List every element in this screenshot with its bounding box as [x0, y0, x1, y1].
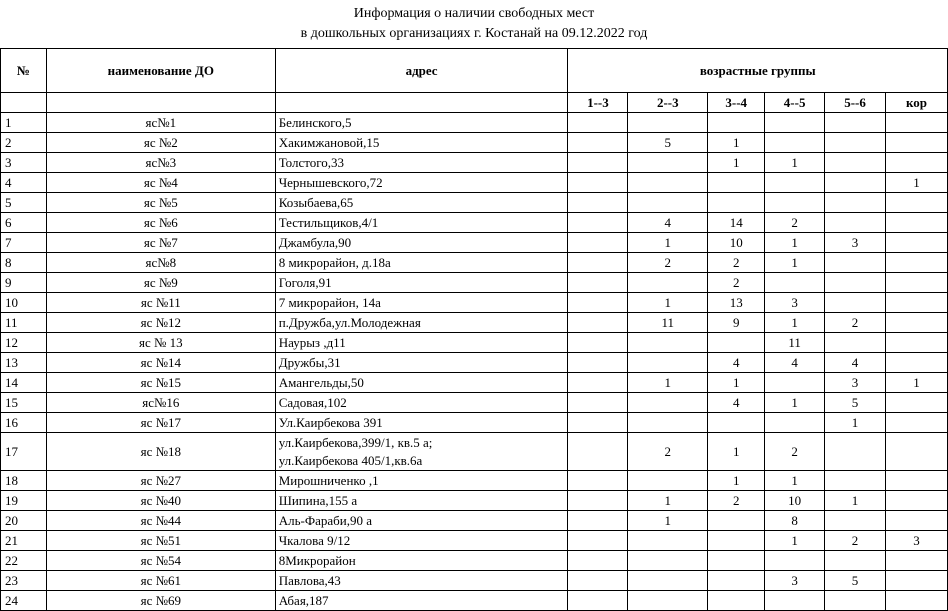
cell-age-1-3[interactable]	[568, 531, 628, 551]
cell-age-5-6[interactable]	[825, 213, 886, 233]
table-row	[1, 173, 948, 193]
cell-age-2-3[interactable]: 1	[628, 293, 708, 313]
cell-age-1-3[interactable]	[568, 113, 628, 133]
cell-age-kor[interactable]	[886, 253, 948, 273]
cell-age-kor[interactable]	[886, 153, 948, 173]
org-address[interactable]	[275, 193, 568, 213]
address-line: Козыбаева,65	[278, 194, 354, 210]
cell-age-3-4[interactable]: 14	[708, 213, 765, 233]
cell-age-4-5[interactable]: 8	[765, 511, 825, 531]
table-row	[1, 353, 948, 373]
address-line: ул.Каирбекова,399/1, кв.5 а;	[278, 434, 433, 450]
cell-age-kor[interactable]	[886, 353, 948, 373]
cell-age-5-6[interactable]	[825, 433, 886, 471]
table-row	[1, 133, 948, 153]
org-address[interactable]	[275, 353, 568, 373]
address-line: п.Дружба,ул.Молодежная	[278, 314, 421, 330]
cell-age-kor[interactable]	[886, 273, 948, 293]
cell-age-1-3[interactable]	[568, 293, 628, 313]
cell-age-3-4[interactable]: 2	[708, 273, 765, 293]
org-name[interactable]: яс №7	[46, 233, 275, 253]
cell-age-kor[interactable]	[886, 293, 948, 313]
cell-age-1-3[interactable]	[568, 273, 628, 293]
header-age-1-3: 1--3	[568, 93, 628, 113]
cell-age-4-5[interactable]: 1	[765, 393, 825, 413]
cell-age-5-6[interactable]	[825, 253, 886, 273]
cell-age-4-5[interactable]	[765, 133, 825, 153]
cell-age-1-3[interactable]	[568, 133, 628, 153]
address-line: Чкалова 9/12	[278, 532, 351, 548]
org-address[interactable]	[275, 433, 568, 471]
cell-age-1-3[interactable]	[568, 471, 628, 491]
header-row-main	[1, 49, 948, 93]
org-address[interactable]	[275, 293, 568, 313]
address-line: Ул.Каирбекова 391	[278, 414, 383, 430]
header-age-4-5: 4--5	[765, 93, 825, 113]
cell-age-2-3[interactable]	[628, 591, 708, 611]
page-subtitle: в дошкольных организациях г. Костанай на 09.12.2022 год	[300, 26, 648, 41]
cell-age-5-6[interactable]	[825, 133, 886, 153]
org-address[interactable]	[275, 551, 568, 571]
header-age-kor: кор	[886, 93, 948, 113]
cell-age-1-3[interactable]	[568, 571, 628, 591]
row-number[interactable]: 20	[1, 511, 47, 531]
org-name[interactable]: яс №51	[46, 531, 275, 551]
cell-age-kor[interactable]	[886, 393, 948, 413]
table-row	[1, 413, 948, 433]
cell-age-2-3[interactable]	[628, 393, 708, 413]
table-row	[1, 313, 948, 333]
cell-age-4-5[interactable]	[765, 273, 825, 293]
org-address[interactable]	[275, 373, 568, 393]
cell-age-1-3[interactable]	[568, 373, 628, 393]
address-line: 8Микрорайон	[278, 552, 356, 568]
org-name[interactable]: яс № 13	[46, 333, 275, 353]
cell-age-5-6[interactable]	[825, 113, 886, 133]
org-name[interactable]: яс№1	[46, 113, 275, 133]
address-line: 7 микрорайон, 14а	[278, 294, 381, 310]
cell-age-4-5[interactable]	[765, 551, 825, 571]
cell-age-4-5[interactable]: 2	[765, 213, 825, 233]
cell-age-4-5[interactable]: 1	[765, 253, 825, 273]
address-line: Хакимжановой,15	[278, 134, 380, 150]
table-row	[1, 551, 948, 571]
cell-age-2-3[interactable]	[628, 471, 708, 491]
cell-age-2-3[interactable]: 2	[628, 253, 708, 273]
cell-age-2-3[interactable]: 11	[628, 313, 708, 333]
header-age-groups: возрастные группы	[568, 49, 948, 93]
cell-age-3-4[interactable]	[708, 193, 765, 213]
cell-age-4-5[interactable]: 4	[765, 353, 825, 373]
cell-age-kor[interactable]	[886, 193, 948, 213]
org-name[interactable]: яс №12	[46, 313, 275, 333]
org-address[interactable]	[275, 531, 568, 551]
cell-age-4-5[interactable]	[765, 591, 825, 611]
cell-age-1-3[interactable]	[568, 253, 628, 273]
org-address[interactable]	[275, 273, 568, 293]
cell-age-2-3[interactable]	[628, 193, 708, 213]
row-number[interactable]: 19	[1, 491, 47, 511]
cell-age-5-6[interactable]	[825, 173, 886, 193]
row-number[interactable]: 3	[1, 153, 47, 173]
cell-age-kor[interactable]	[886, 233, 948, 253]
cell-age-3-4[interactable]: 2	[708, 491, 765, 511]
row-number[interactable]: 1	[1, 113, 47, 133]
address-line: Чернышевского,72	[278, 174, 383, 190]
cell-age-2-3[interactable]	[628, 113, 708, 133]
row-number[interactable]: 8	[1, 253, 47, 273]
row-number[interactable]: 2	[1, 133, 47, 153]
cell-age-5-6[interactable]	[825, 193, 886, 213]
cell-age-1-3[interactable]	[568, 393, 628, 413]
org-name[interactable]: яс №9	[46, 273, 275, 293]
org-name[interactable]: яс №18	[46, 433, 275, 471]
table-row	[1, 253, 948, 273]
table-row	[1, 511, 948, 531]
cell-age-5-6[interactable]: 2	[825, 313, 886, 333]
cell-age-3-4[interactable]	[708, 591, 765, 611]
cell-age-4-5[interactable]: 1	[765, 313, 825, 333]
address-line: Шипина,155 а	[278, 492, 358, 508]
row-number[interactable]: 11	[1, 313, 47, 333]
table-row	[1, 491, 948, 511]
row-number[interactable]: 15	[1, 393, 47, 413]
org-name[interactable]: яс№16	[46, 393, 275, 413]
cell-age-3-4[interactable]	[708, 333, 765, 353]
row-number[interactable]: 4	[1, 173, 47, 193]
table-row	[1, 213, 948, 233]
table-row	[1, 273, 948, 293]
cell-age-3-4[interactable]: 4	[708, 393, 765, 413]
address-line: Садовая,102	[278, 394, 347, 410]
header-age-2-3: 2--3	[628, 93, 708, 113]
cell-age-4-5[interactable]: 1	[765, 471, 825, 491]
cell-age-1-3[interactable]	[568, 193, 628, 213]
org-name[interactable]: яс №4	[46, 173, 275, 193]
cell-age-1-3[interactable]	[568, 233, 628, 253]
cell-age-3-4[interactable]: 13	[708, 293, 765, 313]
row-number[interactable]: 14	[1, 373, 47, 393]
vacancy-table	[0, 48, 948, 611]
org-name[interactable]: яс №27	[46, 471, 275, 491]
table-row	[1, 433, 948, 471]
table-row	[1, 193, 948, 213]
cell-age-5-6[interactable]: 3	[825, 373, 886, 393]
cell-age-2-3[interactable]	[628, 153, 708, 173]
cell-age-3-4[interactable]: 9	[708, 313, 765, 333]
org-name[interactable]: яс №14	[46, 353, 275, 373]
table-row	[1, 333, 948, 353]
row-number[interactable]: 21	[1, 531, 47, 551]
row-number[interactable]: 9	[1, 273, 47, 293]
cell-age-1-3[interactable]	[568, 153, 628, 173]
org-name[interactable]: яс №6	[46, 213, 275, 233]
row-number[interactable]: 24	[1, 591, 47, 611]
cell-age-1-3[interactable]	[568, 353, 628, 373]
org-name[interactable]: яс №2	[46, 133, 275, 153]
cell-age-5-6[interactable]	[825, 293, 886, 313]
address-line: ул.Каирбекова 405/1,кв.6а	[278, 452, 423, 468]
org-name[interactable]: яс №44	[46, 511, 275, 531]
row-number[interactable]: 23	[1, 571, 47, 591]
table-row	[1, 591, 948, 611]
cell-age-kor[interactable]	[886, 313, 948, 333]
address-line: Амангельды,50	[278, 374, 364, 390]
cell-age-3-4[interactable]: 1	[708, 433, 765, 471]
org-address[interactable]	[275, 173, 568, 193]
cell-age-3-4[interactable]: 4	[708, 353, 765, 373]
cell-age-1-3[interactable]	[568, 551, 628, 571]
address-line: Дружбы,31	[278, 354, 341, 370]
table-row	[1, 233, 948, 253]
cell-age-kor[interactable]	[886, 433, 948, 471]
cell-age-2-3[interactable]	[628, 413, 708, 433]
cell-age-kor[interactable]	[886, 571, 948, 591]
cell-age-2-3[interactable]	[628, 333, 708, 353]
cell-age-2-3[interactable]: 1	[628, 233, 708, 253]
table-row	[1, 153, 948, 173]
cell-age-3-4[interactable]	[708, 113, 765, 133]
cell-age-2-3[interactable]	[628, 173, 708, 193]
cell-age-4-5[interactable]	[765, 173, 825, 193]
org-name[interactable]: яс №61	[46, 571, 275, 591]
table-row	[1, 393, 948, 413]
cell-age-4-5[interactable]: 3	[765, 571, 825, 591]
cell-age-2-3[interactable]	[628, 353, 708, 373]
cell-age-kor[interactable]	[886, 591, 948, 611]
cell-age-1-3[interactable]	[568, 433, 628, 471]
cell-age-1-3[interactable]	[568, 313, 628, 333]
cell-age-4-5[interactable]: 1	[765, 233, 825, 253]
org-address[interactable]	[275, 153, 568, 173]
cell-age-1-3[interactable]	[568, 491, 628, 511]
org-address[interactable]	[275, 491, 568, 511]
table-row	[1, 571, 948, 591]
header-num: №	[1, 49, 47, 93]
cell-age-2-3[interactable]	[628, 571, 708, 591]
cell-age-2-3[interactable]: 2	[628, 433, 708, 471]
table-body	[1, 113, 948, 611]
table-row	[1, 471, 948, 491]
header-address: адрес	[275, 49, 568, 93]
cell-age-5-6[interactable]: 4	[825, 353, 886, 373]
org-address[interactable]	[275, 133, 568, 153]
address-line: Мирошниченко ,1	[278, 472, 379, 488]
cell-age-4-5[interactable]: 11	[765, 333, 825, 353]
cell-age-3-4[interactable]: 1	[708, 153, 765, 173]
org-address[interactable]	[275, 591, 568, 611]
cell-age-2-3[interactable]: 5	[628, 133, 708, 153]
row-number[interactable]: 13	[1, 353, 47, 373]
org-address[interactable]	[275, 213, 568, 233]
address-line: Тестильщиков,4/1	[278, 214, 379, 230]
cell-age-3-4[interactable]	[708, 511, 765, 531]
address-line: Толстого,33	[278, 154, 345, 170]
cell-age-4-5[interactable]: 2	[765, 433, 825, 471]
org-name[interactable]: яс №17	[46, 413, 275, 433]
cell-age-2-3[interactable]	[628, 551, 708, 571]
org-address[interactable]	[275, 233, 568, 253]
cell-age-5-6[interactable]: 2	[825, 531, 886, 551]
cell-age-3-4[interactable]	[708, 531, 765, 551]
cell-age-5-6[interactable]: 5	[825, 393, 886, 413]
org-address[interactable]	[275, 511, 568, 531]
cell-age-5-6[interactable]	[825, 471, 886, 491]
header-age-5-6: 5--6	[825, 93, 886, 113]
cell-age-5-6[interactable]	[825, 511, 886, 531]
cell-age-5-6[interactable]: 5	[825, 571, 886, 591]
cell-age-5-6[interactable]: 1	[825, 413, 886, 433]
header-row-ages	[1, 93, 948, 113]
cell-age-kor[interactable]: 3	[886, 531, 948, 551]
cell-age-1-3[interactable]	[568, 591, 628, 611]
cell-age-3-4[interactable]	[708, 551, 765, 571]
org-address[interactable]	[275, 413, 568, 433]
row-number[interactable]: 16	[1, 413, 47, 433]
cell-age-4-5[interactable]: 1	[765, 531, 825, 551]
cell-age-4-5[interactable]: 3	[765, 293, 825, 313]
org-address[interactable]	[275, 571, 568, 591]
cell-age-3-4[interactable]	[708, 173, 765, 193]
cell-age-4-5[interactable]	[765, 413, 825, 433]
cell-age-2-3[interactable]	[628, 531, 708, 551]
cell-age-2-3[interactable]: 1	[628, 511, 708, 531]
cell-age-2-3[interactable]	[628, 273, 708, 293]
cell-age-kor[interactable]	[886, 333, 948, 353]
cell-age-kor[interactable]	[886, 491, 948, 511]
cell-age-3-4[interactable]: 1	[708, 373, 765, 393]
row-number[interactable]: 6	[1, 213, 47, 233]
cell-age-kor[interactable]	[886, 511, 948, 531]
cell-age-2-3[interactable]: 1	[628, 491, 708, 511]
table-row	[1, 113, 948, 133]
cell-age-3-4[interactable]	[708, 571, 765, 591]
cell-age-5-6[interactable]: 1	[825, 491, 886, 511]
header-spacer	[1, 93, 47, 113]
row-number[interactable]: 17	[1, 433, 47, 471]
cell-age-kor[interactable]	[886, 133, 948, 153]
cell-age-5-6[interactable]	[825, 273, 886, 293]
org-address[interactable]	[275, 333, 568, 353]
cell-age-1-3[interactable]	[568, 333, 628, 353]
org-name[interactable]: яс №15	[46, 373, 275, 393]
cell-age-5-6[interactable]	[825, 153, 886, 173]
org-name[interactable]: яс №69	[46, 591, 275, 611]
org-name[interactable]: яс№3	[46, 153, 275, 173]
cell-age-kor[interactable]: 1	[886, 373, 948, 393]
address-line: Наурыз ,д11	[278, 334, 346, 350]
cell-age-kor[interactable]	[886, 113, 948, 133]
org-name[interactable]: яс №40	[46, 491, 275, 511]
row-number[interactable]: 5	[1, 193, 47, 213]
cell-age-4-5[interactable]	[765, 193, 825, 213]
row-number[interactable]: 18	[1, 471, 47, 491]
cell-age-3-4[interactable]	[708, 413, 765, 433]
org-address[interactable]	[275, 253, 568, 273]
org-name[interactable]: яс№8	[46, 253, 275, 273]
cell-age-5-6[interactable]	[825, 333, 886, 353]
cell-age-4-5[interactable]: 1	[765, 153, 825, 173]
cell-age-1-3[interactable]	[568, 511, 628, 531]
cell-age-3-4[interactable]: 2	[708, 253, 765, 273]
address-line: 8 микрорайон, д.18а	[278, 254, 391, 270]
cell-age-1-3[interactable]	[568, 173, 628, 193]
org-address[interactable]	[275, 113, 568, 133]
cell-age-kor[interactable]: 1	[886, 173, 948, 193]
cell-age-kor[interactable]	[886, 213, 948, 233]
header-spacer	[275, 93, 568, 113]
table-row	[1, 293, 948, 313]
address-line: Абая,187	[278, 592, 329, 608]
cell-age-kor[interactable]	[886, 471, 948, 491]
cell-age-4-5[interactable]	[765, 113, 825, 133]
org-address[interactable]	[275, 471, 568, 491]
cell-age-kor[interactable]	[886, 413, 948, 433]
org-name[interactable]: яс №11	[46, 293, 275, 313]
address-line: Гоголя,91	[278, 274, 332, 290]
cell-age-3-4[interactable]: 1	[708, 133, 765, 153]
row-number[interactable]: 10	[1, 293, 47, 313]
cell-age-1-3[interactable]	[568, 213, 628, 233]
row-number[interactable]: 22	[1, 551, 47, 571]
cell-age-5-6[interactable]: 3	[825, 233, 886, 253]
cell-age-3-4[interactable]: 1	[708, 471, 765, 491]
cell-age-2-3[interactable]: 1	[628, 373, 708, 393]
org-name[interactable]: яс №5	[46, 193, 275, 213]
address-line: Джамбула,90	[278, 234, 352, 250]
cell-age-5-6[interactable]	[825, 551, 886, 571]
address-line: Аль-Фараби,90 а	[278, 512, 372, 528]
header-age-3-4: 3--4	[708, 93, 765, 113]
cell-age-4-5[interactable]	[765, 373, 825, 393]
cell-age-4-5[interactable]: 10	[765, 491, 825, 511]
org-name[interactable]: яс №54	[46, 551, 275, 571]
table-row	[1, 531, 948, 551]
cell-age-1-3[interactable]	[568, 413, 628, 433]
row-number[interactable]: 7	[1, 233, 47, 253]
org-address[interactable]	[275, 313, 568, 333]
org-address[interactable]	[275, 393, 568, 413]
cell-age-5-6[interactable]	[825, 591, 886, 611]
page-title: Информация о наличии свободных мест	[353, 6, 595, 21]
address-line: Белинского,5	[278, 114, 352, 130]
cell-age-kor[interactable]	[886, 551, 948, 571]
header-name: наименование ДО	[46, 49, 275, 93]
row-number[interactable]: 12	[1, 333, 47, 353]
cell-age-2-3[interactable]: 4	[628, 213, 708, 233]
header-spacer	[46, 93, 275, 113]
table-row	[1, 373, 948, 393]
address-line: Павлова,43	[278, 572, 341, 588]
cell-age-3-4[interactable]: 10	[708, 233, 765, 253]
